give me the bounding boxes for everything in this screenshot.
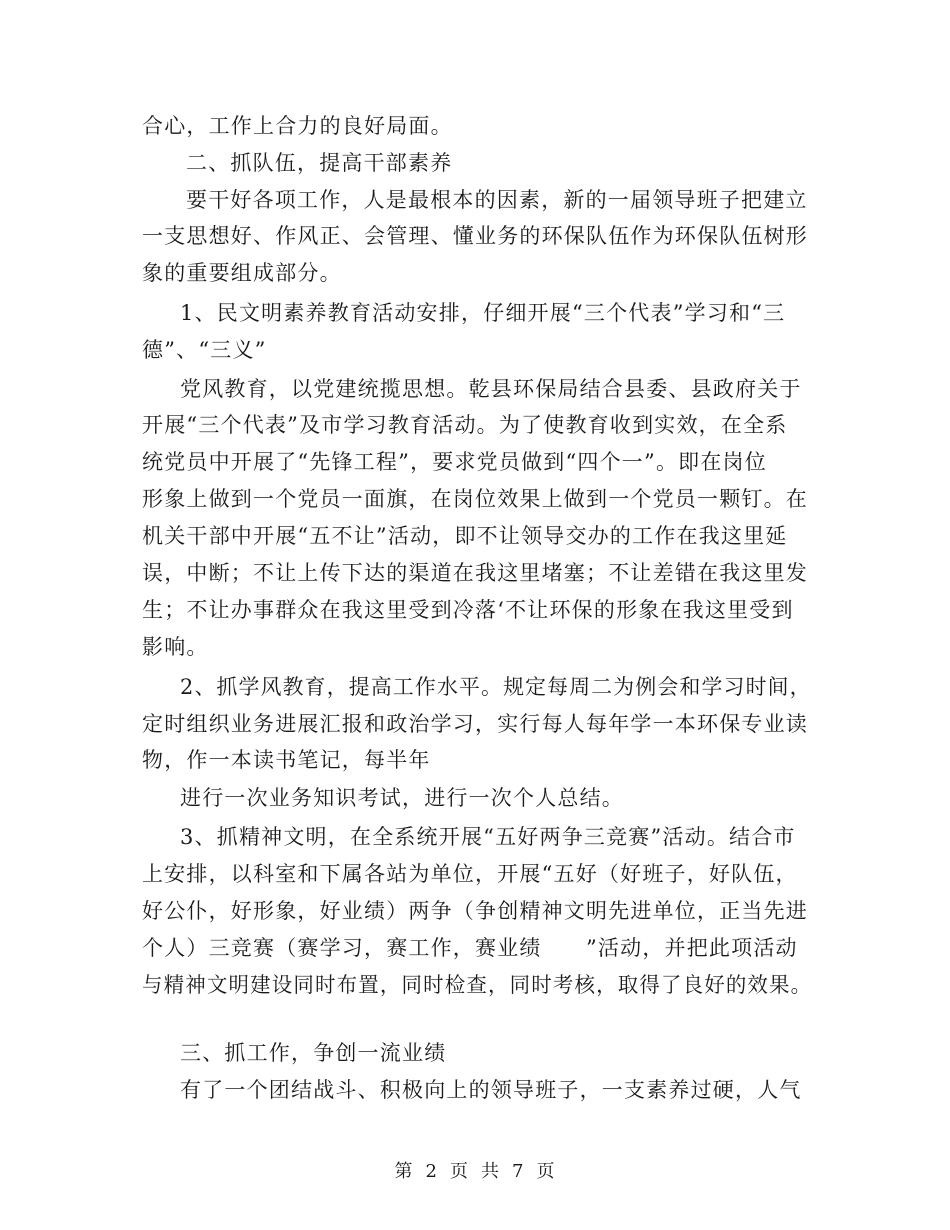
text-line: 有了一个团结战斗、积极向上的领导班子，一支素养过硬，人气 — [180, 1078, 802, 1102]
text-line: 好公仆，好形象，好业绩）两争（争创精神文明先进单位，正当先进 — [142, 899, 808, 923]
text-line: 定时组织业务进展汇报和政治学习，实行每人每年学一本环保专业读 — [142, 712, 808, 736]
text-line: 上安排，以科室和下属各站为单位，开展“五好（好班子，好队伍， — [142, 862, 798, 886]
text-line: 与精神文明建设同时布置，同时检查，同时考核，取得了良好的效果。 — [142, 973, 813, 997]
text-line: 统党员中开展了“先锋工程”，要求党员做到“四个一”。即在岗位 — [142, 450, 767, 474]
text-line: 党风教育，以党建统揽思想。乾县环保局结合县委、县政府关于 — [180, 377, 802, 401]
section-heading: 三、抓工作，争创一流业绩 — [180, 1041, 447, 1065]
text-line: 象的重要组成部分。 — [142, 261, 342, 285]
current-page-number: 2 — [425, 1161, 438, 1182]
footer-suffix: 页 — [536, 1161, 556, 1182]
text-line: 影响。 — [142, 635, 209, 659]
text-line: 形象上做到一个党员一面旗，在岗位效果上做到一个党员一颗钉。在 — [142, 487, 808, 511]
text-line: 一支思想好、作风正、会管理、懂业务的环保队伍作为环保队伍树形 — [142, 224, 808, 248]
text-line: 1、民文明素养教育活动安排，仔细开展“三个代表”学习和“三 — [180, 301, 786, 325]
text-line: 开展“三个代表”及市学习教育活动。为了使教育收到实效，在全系 — [142, 413, 788, 437]
text-line: 机关干部中开展“五不让”活动，即不让领导交办的工作在我这里延 — [142, 524, 788, 548]
text-line: 3、抓精神文明，在全系统开展“五好两争三竞赛”活动。结合市 — [180, 825, 796, 849]
text-line: 要干好各项工作，人是最根本的因素，新的一届领导班子把建立 — [186, 188, 808, 212]
text-line: 误，中断；不让上传下达的渠道在我这里堵塞；不让差错在我这里发 — [142, 561, 808, 585]
page-footer — [0, 1157, 950, 1183]
total-page-number: 7 — [512, 1161, 525, 1182]
section-heading: 二、抓队伍，提高干部素养 — [186, 151, 453, 175]
text-line: 2、抓学风教育，提高工作水平。规定每周二为例会和学习时间， — [180, 675, 812, 699]
text-line: 物，作一本读书笔记，每半年 — [142, 748, 431, 772]
footer-prefix: 第 — [394, 1161, 414, 1182]
text-line: 合心，工作上合力的良好局面。 — [142, 114, 453, 138]
text-line: 生；不让办事群众在我这里受到冷落‘不让环保的形象在我这里受到 — [142, 598, 794, 622]
text-line: 德”、“三义” — [142, 338, 267, 362]
footer-total-word: 共 — [481, 1161, 500, 1182]
footer-page-word: 页 — [450, 1161, 469, 1182]
text-line: 进行一次业务知识考试，进行一次个人总结。 — [180, 786, 624, 810]
text-line: 个人）三竞赛（赛学习，赛工作，赛业绩 ”活动，并把此项活动 — [142, 936, 798, 960]
